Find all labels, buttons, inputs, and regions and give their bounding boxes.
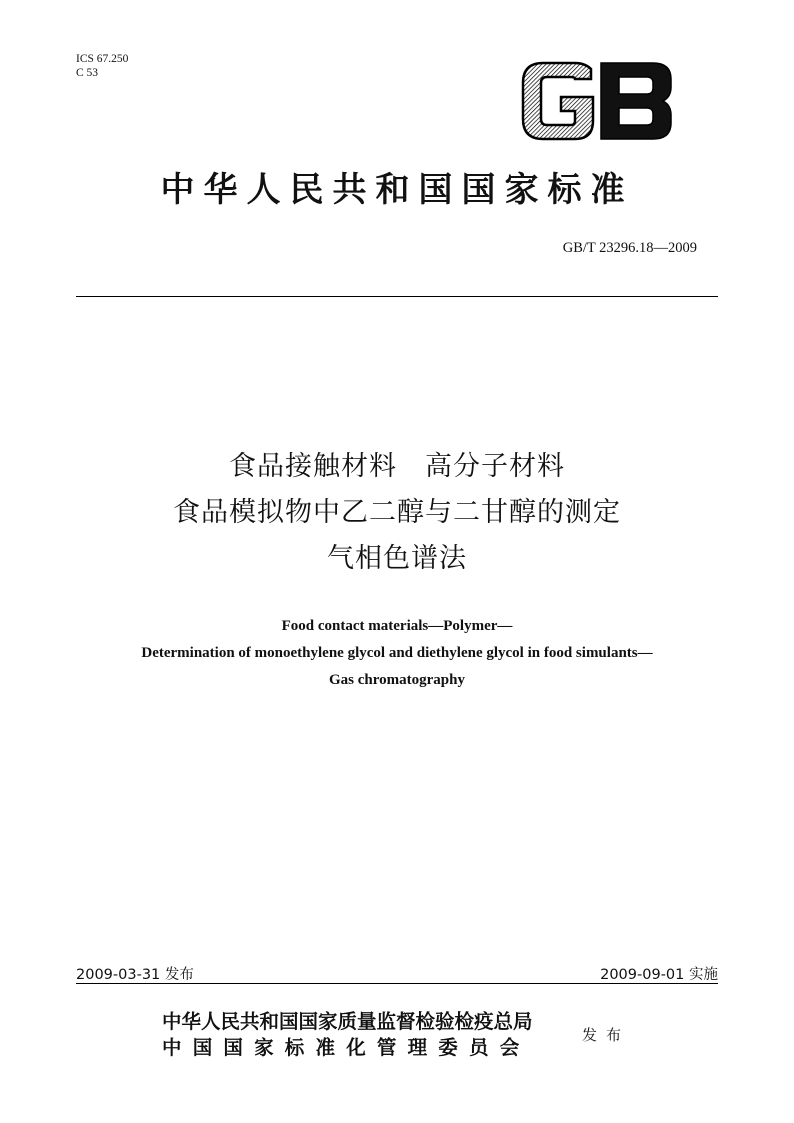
english-title-line-2: Determination of monoethylene glycol and diethylene glycol in food simulants— xyxy=(141,645,653,661)
header-divider xyxy=(76,296,718,297)
classification-block xyxy=(76,52,128,80)
issuing-organizations xyxy=(162,1010,533,1062)
issuer-aqsiq: 中华人民共和国国家质量监督检验检疫总局 xyxy=(162,1012,533,1033)
national-standard-title: 中华人民共和国国家标准 xyxy=(160,172,634,209)
issue-label: 发布 xyxy=(582,1028,631,1044)
english-title xyxy=(0,613,794,694)
english-title-line-1: Food contact materials—Polymer— xyxy=(281,618,513,634)
implementation-date: 2009-09-01 实施 xyxy=(600,967,718,983)
issue-date: 2009-03-31 发布 xyxy=(76,967,194,983)
gb-logo xyxy=(519,61,675,141)
standard-code: GB/T 23296.18—2009 xyxy=(562,240,697,256)
chinese-title-line-3: 气相色谱法 xyxy=(327,543,467,574)
issuer-sac: 中国国家标准化管理委员会 xyxy=(162,1038,531,1059)
ccs-code: C 53 xyxy=(76,67,99,79)
english-title-line-3: Gas chromatography xyxy=(329,672,465,688)
ics-code: ICS 67.250 xyxy=(76,53,129,65)
chinese-title xyxy=(0,444,794,582)
footer-divider xyxy=(76,983,718,984)
chinese-title-line-2: 食品模拟物中乙二醇与二甘醇的测定 xyxy=(173,497,621,528)
chinese-title-line-1: 食品接触材料 高分子材料 xyxy=(229,451,565,482)
